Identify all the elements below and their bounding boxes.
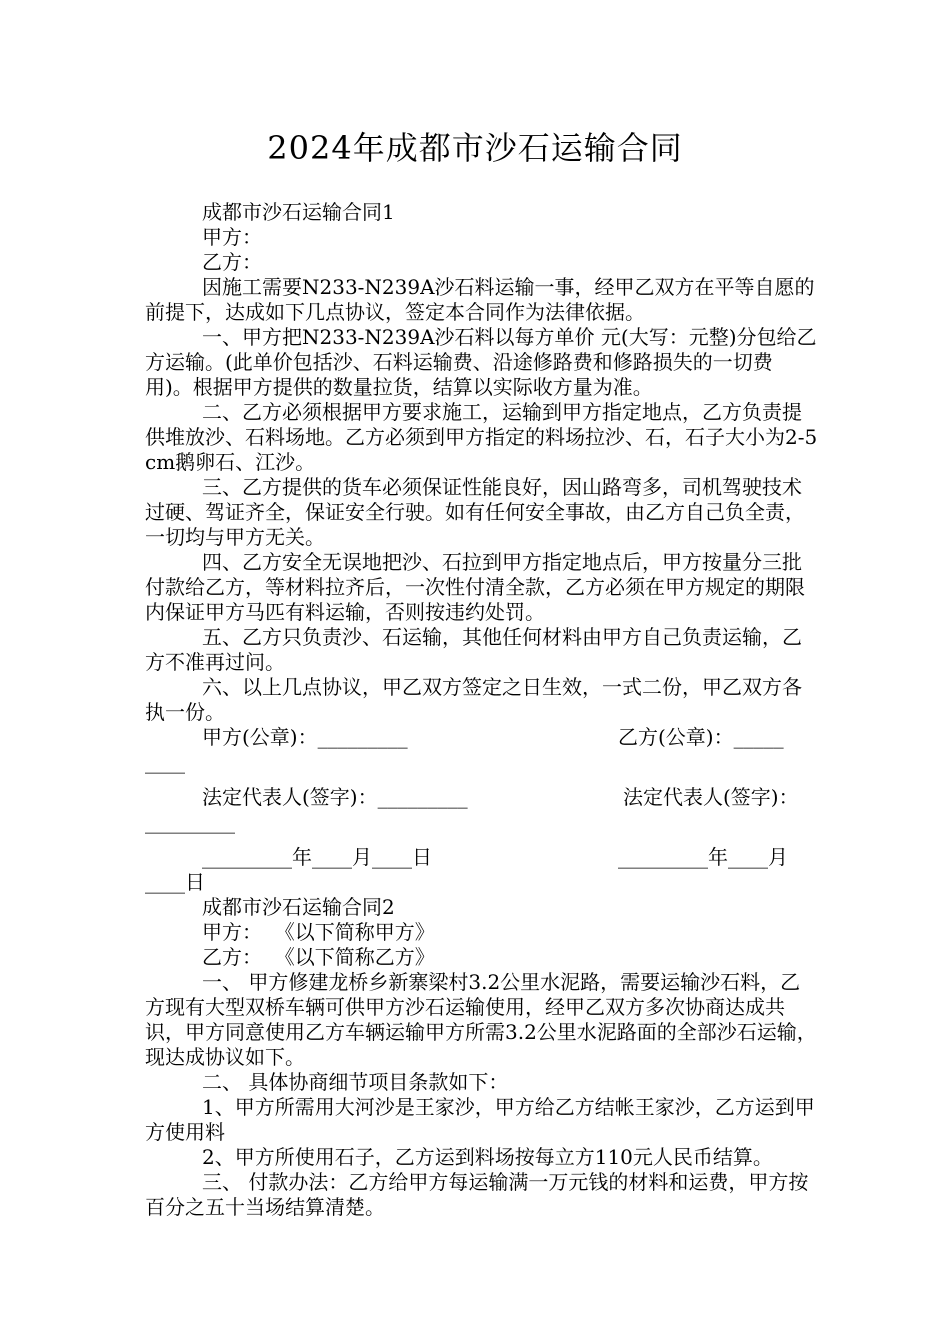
- party-b-seal-line: 乙方(公章)：_____: [618, 725, 784, 749]
- contract2-paragraph: 三、 付款办法：乙方给甲方每运输满一万元钱的材料和运费，甲方按百分之五十当场结算清楚。: [145, 1170, 809, 1219]
- contract1-paragraph: 六、以上几点协议，甲乙双方签定之日生效，一式二份，甲乙双方各执一份。: [145, 675, 802, 724]
- contract2-paragraph: 一、 甲方修建龙桥乡新寨梁村3.2公里水泥路，需要运输沙石料，乙方现有大型双桥车辆可供甲方沙石运输使用，经甲乙双方多次协商达成共识，甲方同意使用乙方车辆运输甲方所需3.2公里水泥路面的全部沙石运输，现达成协议如下。: [145, 970, 817, 1069]
- contract2-paragraph: 1、甲方所需用大河沙是王家沙，甲方给乙方结帐王家沙，乙方运到甲方使用料: [145, 1095, 815, 1144]
- contract2-paragraph: 二、 具体协商细节项目条款如下：: [202, 1070, 509, 1094]
- contract2-party-b: 乙方： 《以下简称乙方》: [202, 945, 435, 969]
- contract1-paragraph: 三、乙方提供的货车必须保证性能良好，因山路弯多，司机驾驶技术过硬、驾证齐全，保证安全行驶。如有任何安全事故，由乙方自己负全责，一切均与甲方无关。: [145, 475, 805, 549]
- signature-date-row: [145, 845, 820, 870]
- contract1-party-a: 甲方：: [202, 225, 262, 249]
- signature-seal-row: [145, 725, 820, 750]
- contract1-paragraph: 四、乙方安全无误地把沙、石拉到甲方指定地点后，甲方按量分三批付款给乙方，等材料拉齐后，一次性付清全款，乙方必须在甲方规定的期限内保证甲方马匹有料运输，否则按违约处罚。: [145, 550, 805, 624]
- party-b-date-line: _________年____月: [618, 845, 788, 869]
- document-body: [145, 200, 820, 1220]
- contract1-party-b: 乙方：: [202, 250, 262, 274]
- party-b-date-line-continued: ____日: [145, 870, 205, 894]
- contract2-heading: 成都市沙石运输合同2: [202, 895, 395, 919]
- party-a-date-line: _________年____月____日: [202, 845, 432, 869]
- contract1-paragraph: 因施工需要N233-N239A沙石料运输一事，经甲乙双方在平等自愿的前提下，达成如下几点协议，签定本合同作为法律依据。: [145, 275, 815, 324]
- party-a-seal-line: 甲方(公章)：_________: [202, 725, 408, 749]
- contract2-paragraph: 2、甲方所使用石子，乙方运到料场按每立方110元人民币结算。: [202, 1145, 773, 1169]
- party-a-representative-line: 法定代表人(签字)：_________: [202, 785, 468, 809]
- party-b-seal-line-continued: ____: [145, 750, 185, 774]
- contract1-paragraph: 五、乙方只负责沙、石运输，其他任何材料由甲方自己负责运输，乙方不准再过问。: [145, 625, 802, 674]
- signature-rep-row: [145, 785, 820, 810]
- party-b-representative-line-continued: _________: [145, 810, 235, 834]
- contract1-paragraph: 二、乙方必须根据甲方要求施工，运输到甲方指定地点，乙方负责提供堆放沙、石料场地。乙方必须到甲方指定的料场拉沙、石，石子大小为2-5cm鹅卵石、江沙。: [145, 400, 818, 474]
- document-title: 2024年成都市沙石运输合同: [267, 129, 683, 167]
- party-b-representative-line: 法定代表人(签字)：: [623, 785, 799, 809]
- contract1-heading: 成都市沙石运输合同1: [202, 200, 395, 224]
- contract2-party-a: 甲方： 《以下简称甲方》: [202, 920, 435, 944]
- contract1-paragraph: 一、甲方把N233-N239A沙石料以每方单价 元(大写：元整)分包给乙方运输。(此单价包括沙、石料运输费、沿途修路费和修路损失的一切费用)。根据甲方提供的数量拉货，结算以实际收方量为准。: [145, 325, 817, 399]
